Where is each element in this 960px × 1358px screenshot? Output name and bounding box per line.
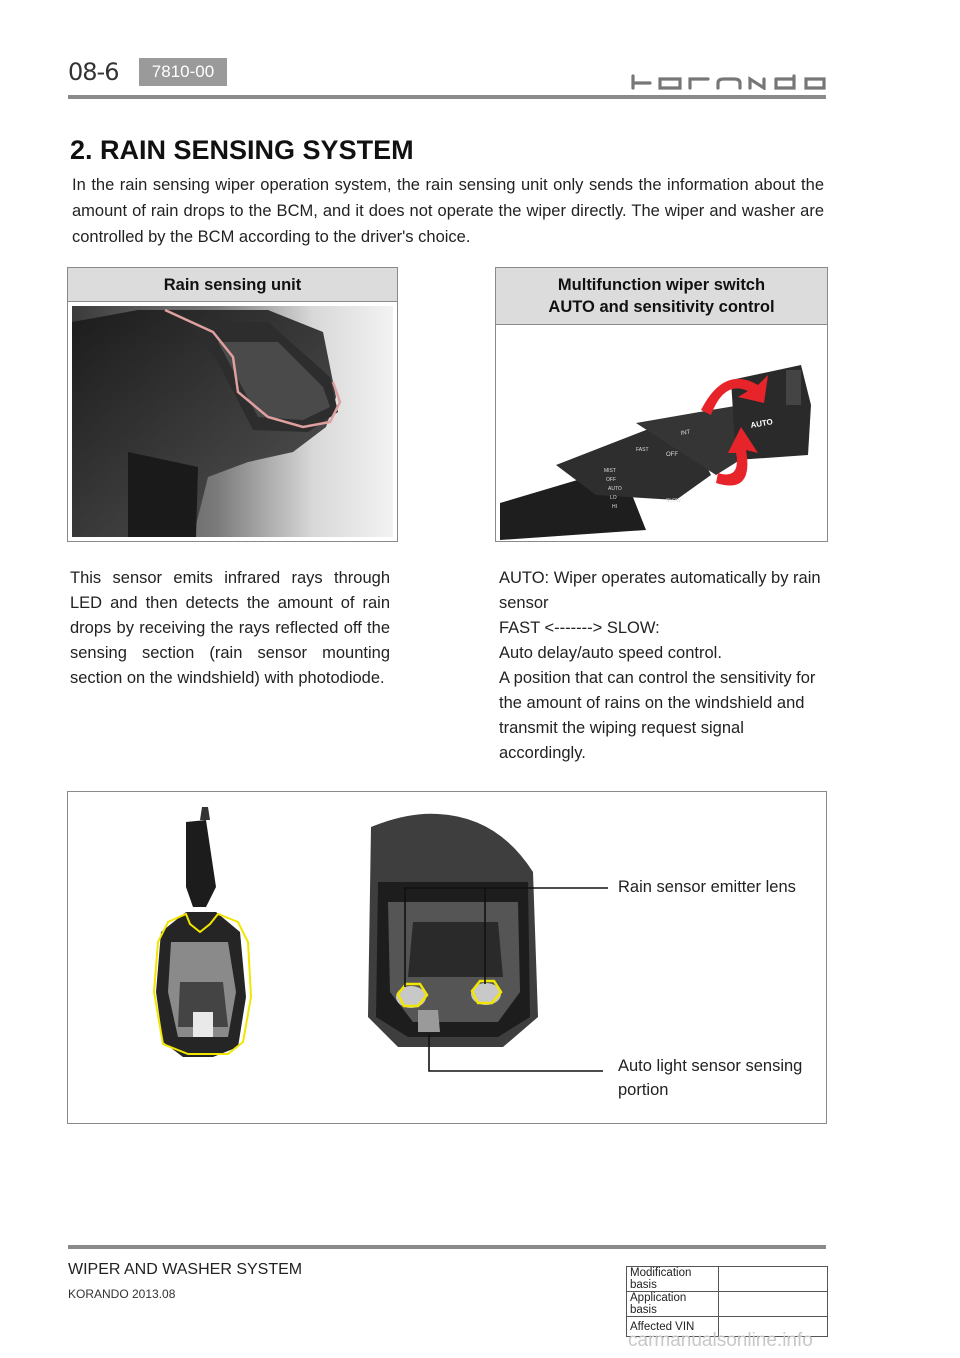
basis-table: [626, 1266, 828, 1337]
basis-row: [627, 1267, 828, 1292]
desc-line: the amount of rains on the windshield and: [499, 694, 805, 712]
basis-value: [719, 1267, 828, 1292]
desc-line: transmit the wiping request signal: [499, 719, 744, 737]
desc-line: sensor: [499, 594, 549, 612]
desc-line: FAST <-------> SLOW:: [499, 619, 660, 637]
rain-sensing-unit-photo: [68, 302, 397, 541]
auto-light-label-line2: portion: [618, 1081, 669, 1099]
page-number: 08-6: [68, 58, 119, 86]
basis-label: Affected VIN: [627, 1317, 719, 1337]
stalk-label-lo: LO: [610, 495, 617, 501]
panel-heading-line2: AUTO and sensitivity control: [548, 298, 775, 316]
desc-line: AUTO: Wiper operates automatically by rain: [499, 569, 821, 587]
stalk-label-fast: FAST: [636, 447, 649, 453]
basis-label: Modification basis: [627, 1267, 719, 1292]
panel-heading-line1: Multifunction wiper switch: [557, 276, 766, 294]
section-code-badge: 7810-00: [139, 58, 227, 86]
stalk-label-off2: OFF: [606, 477, 616, 483]
korando-logo-icon: [630, 74, 826, 90]
desc-line: Auto delay/auto speed control.: [499, 644, 722, 662]
section-title: 2. RAIN SENSING SYSTEM: [70, 135, 414, 165]
rain-sensor-description: This sensor emits infrared rays through LED and then detects the amount of rain drops by receiving the rays reflected off the sensing section (rain sensor mounting section on the windshield) with photodiode.: [70, 569, 390, 687]
panel-heading: [496, 268, 827, 325]
footer-section-title: WIPER AND WASHER SYSTEM: [68, 1261, 303, 1278]
brand-logo: [630, 74, 826, 95]
rain-sensing-unit-panel: [67, 267, 398, 542]
desc-line: accordingly.: [499, 744, 586, 762]
intro-paragraph: In the rain sensing wiper operation system, the rain sensing unit only sends the information about the amount of rain drops to the BCM, and it does not operate the wiper directly. The wiper and washer are controlled by the BCM according to the driver's choice.: [72, 176, 824, 246]
stalk-label-mist: MIST: [604, 468, 616, 474]
footer-rule: [68, 1245, 826, 1249]
panel-heading-text: Rain sensing unit: [163, 275, 302, 294]
wiper-switch-description: [499, 566, 829, 766]
basis-value: [719, 1292, 828, 1317]
wiper-stalk-photo-icon: [496, 325, 827, 541]
basis-label: Application basis: [627, 1292, 719, 1317]
footer-model-date: KORANDO 2013.08: [68, 1287, 176, 1301]
wiper-switch-panel: [495, 267, 828, 542]
stalk-label-auto2: AUTO: [608, 486, 622, 492]
rain-sensor-photo-icon: [68, 302, 397, 541]
stalk-label-off: OFF: [666, 452, 678, 458]
stalk-label-slow: SLOW: [666, 498, 681, 504]
panel-heading: [68, 268, 397, 302]
stalk-label-hi: HI: [612, 504, 617, 510]
desc-line: A position that can control the sensitivity for: [499, 669, 816, 687]
wiper-switch-photo: [496, 325, 827, 541]
header-rule: [68, 95, 826, 99]
auto-light-label-line1: Auto light sensor sensing: [618, 1057, 803, 1075]
sensor-diagram-box: [67, 791, 827, 1124]
watermark: carmanualsonline.info: [628, 1330, 813, 1351]
auto-light-sensor-label: [618, 1054, 802, 1102]
emitter-lens-label: Rain sensor emitter lens: [618, 878, 796, 896]
basis-row: [627, 1292, 828, 1317]
stalk-label-auto: AUTO: [749, 417, 774, 430]
stalk-label-int: INT: [680, 429, 691, 437]
